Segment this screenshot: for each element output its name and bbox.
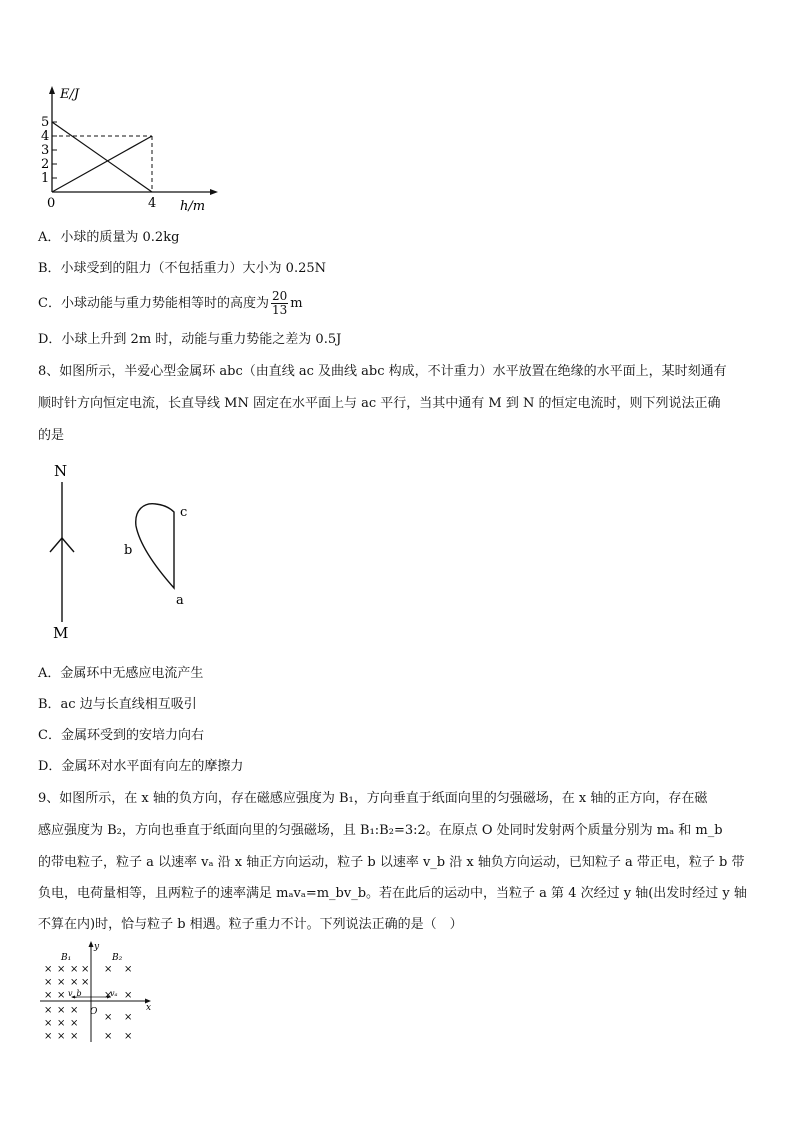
- svg-text:×: ×: [124, 1031, 133, 1042]
- svg-text:×: ×: [70, 977, 79, 988]
- svg-text:×: ×: [44, 964, 53, 975]
- q8-stem-line-2: 顺时针方向恒定电流，长直导线 MN 固定在水平面上与 ac 平行，当其中通有 M 到 N 的恒定电流时，则下列说法正确: [38, 396, 721, 411]
- label-a: a: [176, 593, 184, 608]
- origin-label: 0: [47, 196, 56, 211]
- label-n: N: [54, 462, 68, 480]
- q9-stem-line-5: 不算在内)时，恰与粒子 b 相遇。粒子重力不计。下列说法正确的是（ ）: [38, 917, 463, 932]
- q9-magnetic-field-figure: [36, 938, 166, 1046]
- svg-text:×: ×: [70, 1018, 79, 1029]
- svg-text:×: ×: [104, 1012, 113, 1023]
- svg-text:×: ×: [81, 964, 90, 975]
- x-axis-label: h/m: [180, 199, 206, 214]
- q8-option-c: C．金属环受到的安培力向右: [38, 728, 204, 743]
- y-axis-arrow: [49, 86, 55, 94]
- svg-text:×: ×: [44, 990, 53, 1001]
- va-label: vₐ: [110, 989, 118, 998]
- q9-stem-line-1: 9、如图所示，在 x 轴的负方向，存在磁感应强度为 B₁，方向垂直于纸面向里的匀强磁场，在 x 轴的正方向，存在磁: [38, 791, 708, 806]
- x-axis-arrow: [210, 189, 218, 195]
- q8-option-a: A．金属环中无感应电流产生: [38, 666, 204, 681]
- svg-text:×: ×: [124, 990, 133, 1001]
- q9-stem-line-2: 感应强度为 B₂，方向也垂直于纸面向里的匀强磁场，且 B₁:B₂=3:2。在原点 O 处同时发射两个质量分别为 mₐ 和 m_b: [38, 823, 723, 838]
- q7-option-c-unit: m: [290, 296, 303, 311]
- svg-text:×: ×: [104, 1031, 113, 1042]
- q8-option-b: B．ac 边与长直线相互吸引: [38, 697, 197, 712]
- y-label: y: [94, 942, 100, 952]
- y-axis-label: E/J: [60, 87, 80, 102]
- svg-text:×: ×: [44, 1018, 53, 1029]
- svg-text:×: ×: [44, 977, 53, 988]
- increasing-energy-line: [52, 136, 152, 192]
- q7-option-c-text: C．小球动能与重力势能相等时的高度为: [38, 296, 269, 311]
- svg-text:×: ×: [57, 977, 66, 988]
- q7-option-d: D．小球上升到 2m 时，动能与重力势能之差为 0.5J: [38, 332, 342, 347]
- svg-text:×: ×: [104, 990, 113, 1001]
- label-m: M: [53, 624, 69, 642]
- y-tick-2: 2: [41, 157, 50, 172]
- q9-stem-line-4: 负电，电荷量相等，且两粒子的速率满足 mₐvₐ=m_bv_b。若在此后的运动中，当粒子 a 第 4 次经过 y 轴(出发时经过 y 轴: [38, 886, 747, 901]
- y-tick-4: 4: [41, 129, 50, 144]
- svg-text:×: ×: [70, 1005, 79, 1016]
- origin-o: O: [90, 1007, 98, 1017]
- svg-text:×: ×: [81, 977, 90, 988]
- q9-stem-line-3: 的带电粒子，粒子 a 以速率 vₐ 沿 x 轴正方向运动，粒子 b 以速率 v_b 沿 x 轴负方向运动，已知粒子 a 带正电，粒子 b 带: [38, 855, 745, 870]
- y-tick-3: 3: [41, 143, 50, 158]
- y-tick-5: 5: [41, 115, 50, 130]
- svg-text:×: ×: [124, 1012, 133, 1023]
- svg-text:×: ×: [57, 964, 66, 975]
- q7-option-c-fraction: $\frac{20}{13}$: [271, 289, 288, 317]
- svg-text:×: ×: [70, 964, 79, 975]
- svg-text:×: ×: [44, 1031, 53, 1042]
- b1-field-crosses: [44, 964, 89, 1042]
- q7-option-a: A．小球的质量为 0.2kg: [38, 230, 180, 245]
- b2-field-crosses: [104, 964, 132, 1042]
- energy-height-graph: [30, 84, 230, 216]
- b1-label: B₁: [61, 953, 72, 963]
- q8-option-d: D．金属环对水平面有向左的摩擦力: [38, 759, 244, 774]
- q7-option-b: B．小球受到的阻力（不包括重力）大小为 0.25N: [38, 261, 327, 276]
- y-tick-1: 1: [41, 171, 50, 186]
- q8-stem-line-1: 8、如图所示，半爱心型金属环 abc（由直线 ac 及曲线 abc 构成，不计重力）水平放置在绝缘的水平面上，某时刻通有: [38, 364, 727, 379]
- svg-text:×: ×: [57, 1031, 66, 1042]
- q8-stem-line-3: 的是: [38, 428, 65, 443]
- svg-text:×: ×: [104, 964, 113, 975]
- svg-text:×: ×: [57, 1005, 66, 1016]
- decreasing-energy-line: [52, 122, 152, 192]
- svg-text:×: ×: [44, 1005, 53, 1016]
- x-label: x: [146, 1003, 152, 1013]
- label-b: b: [124, 543, 133, 558]
- q7-option-c: [38, 290, 303, 318]
- svg-text:×: ×: [57, 990, 66, 1001]
- vb-label: v_b: [68, 989, 82, 998]
- q8-figure: [40, 460, 210, 642]
- x-tick-4: 4: [148, 196, 157, 211]
- b2-label: B₂: [112, 953, 123, 963]
- half-heart-ring: [136, 504, 174, 588]
- label-c: c: [180, 505, 188, 520]
- svg-text:×: ×: [57, 1018, 66, 1029]
- svg-text:×: ×: [70, 1031, 79, 1042]
- svg-text:×: ×: [124, 964, 133, 975]
